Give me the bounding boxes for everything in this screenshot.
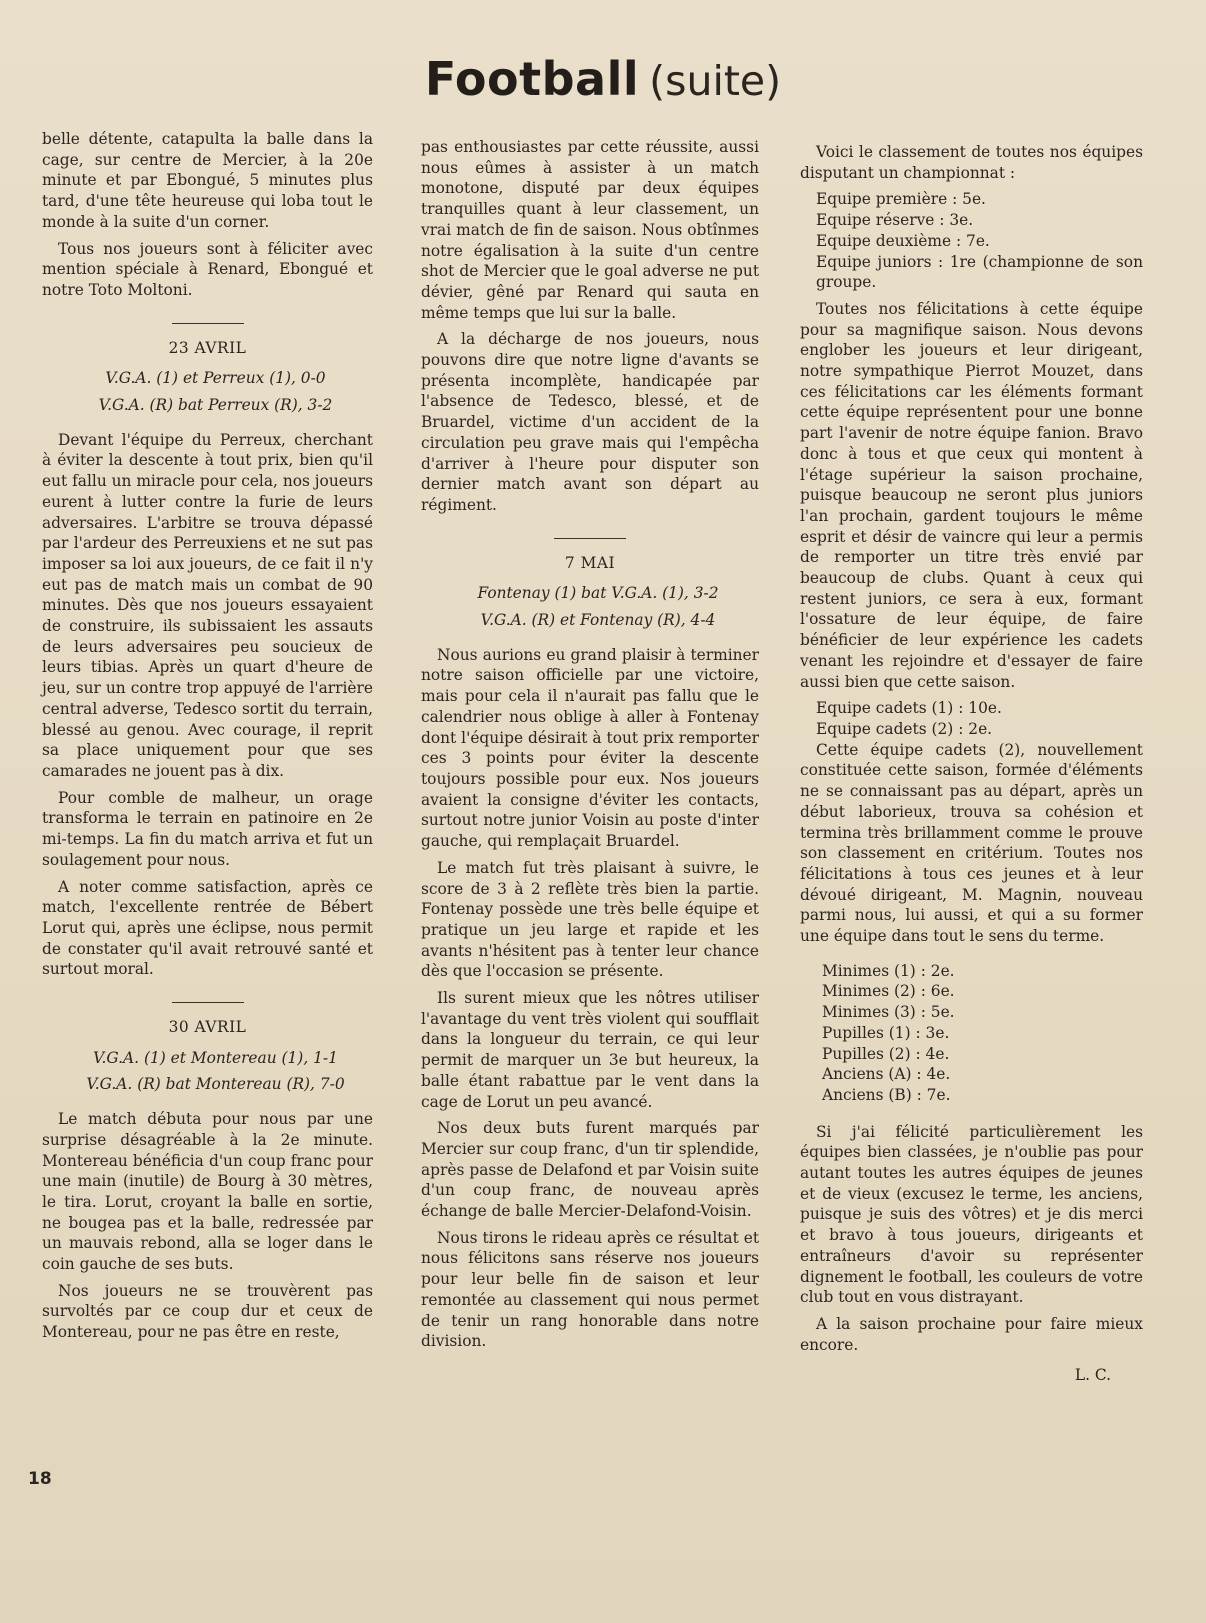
ranking-item: Equipe deuxième : 7e. [816, 231, 990, 250]
column-1 [42, 129, 373, 1349]
signature: L. C. [1074, 1366, 1111, 1385]
match-result: V.G.A. (R) bat Montereau (R), 7-0 [86, 1075, 345, 1094]
paragraph: Voici le classement de toutes nos équipes disputant un championnat : [800, 143, 1143, 182]
paragraph: belle détente, catapulta la balle dans la cage, sur centre de Mercier, à la 20e minute et par Ebongué, 5 minutes plus tard, d'une tête heureuse qui loba tout le monde à la suite d'un corner. [42, 130, 373, 231]
spacer [421, 637, 759, 645]
ranking-item: Equipe première : 5e. [816, 190, 986, 209]
paragraph: Nos deux buts furent marqués par Mercier sur coup franc, d'un tir splendide, après passe de Delafond et par Voisin suite d'un coup franc, de nouveau après échange de balle Mercier-Delafond-Voisin. [421, 1119, 759, 1221]
paragraph: Le match débuta pour nous par une surprise désagréable à la 2e minute. Montereau bénéficia d'un coup franc pour une main (inutile) de Bourg à 30 mètres, le tira. Lorut, croyant la balle en sortie, ne bougea pas et la balle, redressée par un mauvais rebond, alla se loger dans le coin gauche de ses buts. [42, 1110, 373, 1274]
paragraph: Ils surent mieux que les nôtres utiliser l'avantage du vent très violent qui soufflait dans la longueur du terrain, ce qui leur permit de marquer un 3e but heureux, la balle étant rabattue par le vent dans la cage de Lorut un peu avancé. [421, 989, 759, 1111]
ranking-item: Equipe juniors : 1re (championne de son groupe. [816, 252, 1143, 292]
paragraph: Cette équipe cadets (2), nouvellement constituée cette saison, formée d'éléments ne se connaissant pas au départ, après un début laborieux, trouva sa cohésion et termina très brillamment comme le prouve son classement en critérium. Toutes nos félicitations à tous ces jeunes et à leur dévoué dirigeant, M. Magnin, nouveau parmi nous, lui aussi, et qui a su former une équipe dans tout le sens du terme. [800, 740, 1143, 946]
column-3 [800, 142, 1143, 1386]
section-divider [554, 538, 626, 539]
paragraph: pas enthousiastes par cette réussite, aussi nous eûmes à assister à un match monotone, disputé par deux équipes tranquilles quant à leur classement, un vrai match de fin de saison. Nous obtînmes notre égalisation à la suite d'un centre shot de Mercier que le goal adverse ne put dévier, gêné par Renard qui sauta en même temps que lui sur la balle. [421, 138, 759, 322]
paragraph: A la décharge de nos joueurs, nous pouvons dire que notre ligne d'avants se présenta incomplète, handicapée par l'absence de Tedesco, blessé, et de Bruardel, victime d'un accident de la circulation peu grave mais qui l'empêcha d'arriver à l'heure pour disputer son dernier match avant son départ au régiment. [421, 330, 759, 514]
paragraph: Tous nos joueurs sont à féliciter avec mention spéciale à Renard, Ebongué et notre Toto Moltoni. [42, 239, 373, 299]
ranking-item: Anciens (A) : 4e. [822, 1065, 951, 1084]
match-date: 7 MAI [564, 553, 616, 572]
section-divider [172, 323, 244, 324]
title-suffix: (suite) [649, 57, 782, 105]
match-result: V.G.A. (R) et Fontenay (R), 4-4 [480, 611, 716, 630]
ranking-item: Minimes (1) : 2e. [822, 961, 955, 980]
paragraph: Pour comble de malheur, un orage transforma le terrain en patinoire en 2e mi-temps. La fin du match arriva et fut un soulagement pour nous. [42, 788, 373, 869]
ranking-item: Anciens (B) : 7e. [822, 1085, 951, 1104]
column-2 [421, 137, 759, 1358]
paragraph: Le match fut très plaisant à suivre, le score de 3 à 2 reflète très bien la partie. Fontenay possède une très belle équipe et pratique un jeu large et rapide et les avants n'hésitent pas à tenter leur chance dès que l'occasion se présente. [421, 858, 759, 981]
match-date: 30 AVRIL [168, 1018, 247, 1037]
paragraph: Devant l'équipe du Perreux, cherchant à éviter la descente à tout prix, bien qu'il eut fallu un miracle pour cela, nos joueurs eurent à lutter contre la furie de leurs adversaires. L'arbitre se trouva dépassé par l'ardeur des Perreuxiens et ne sut pas imposer sa loi aux joueurs, de ce fait il n'y eut pas de match mais un combat de 90 minutes. Dès que nos joueurs essayaient de construire, ils subissaient les assauts de leurs adversaires peu soucieux de leurs tibias. Après un quart d'heure de jeu, sur un contre trop appuyé de l'arrière central adverse, Tedesco sortit du terrain, blessé au genou. Avec courage, il reprit sa place uniquement pour que ses camarades ne jouent pas à dix. [42, 430, 374, 780]
paragraph: A la saison prochaine pour faire mieux encore. [800, 1314, 1143, 1354]
spacer [800, 1106, 1143, 1122]
ranking-item: Equipe cadets (2) : 2e. [816, 719, 993, 738]
paragraph: Nous tirons le rideau après ce résultat et nous félicitons sans réserve nos joueurs pour leur belle fin de saison et leur remontée au classement qui nous permet de tenir un rang honorable dans notre division. [421, 1228, 759, 1351]
page-title [0, 52, 1206, 106]
spacer [42, 1101, 373, 1109]
paragraph: Nos joueurs ne se trouvèrent pas survoltés par ce coup dur et ceux de Montereau, pour ne pas être en reste, [42, 1281, 373, 1342]
ranking-item: Equipe cadets (1) : 10e. [816, 699, 1002, 718]
match-result: V.G.A. (1) et Perreux (1), 0-0 [105, 369, 326, 388]
spacer [800, 953, 1143, 961]
match-result: Fontenay (1) bat V.G.A. (1), 3-2 [477, 584, 719, 603]
match-date: 23 AVRIL [168, 338, 247, 357]
ranking-item: Minimes (2) : 6e. [822, 982, 955, 1001]
ranking-item: Pupilles (1) : 3e. [822, 1023, 950, 1042]
match-result: V.G.A. (1) et Montereau (1), 1-1 [93, 1048, 338, 1067]
match-result: V.G.A. (R) bat Perreux (R), 3-2 [98, 396, 333, 415]
paragraph: Si j'ai félicité particulièrement les équipes bien classées, je n'oublie pas pour autant toutes les autres équipes de jeunes et de vieux (excusez le terme, les anciens, puisque je suis des vôtres) et je dis merci et bravo à tous joueurs, dirigeants et entraîneurs d'avoir su représenter dignement le football, les couleurs de votre club tout en vous distrayant. [800, 1122, 1143, 1307]
ranking-item: Minimes (3) : 5e. [822, 1003, 955, 1022]
paragraph: Toutes nos félicitations à cette équipe pour sa magnifique saison. Nous devons englober les joueurs et leur dirigeant, notre sympathique Pierrot Mouzet, dans ces félicitations car les éléments formant cette équipe représentent pour une bonne part l'avenir de notre équipe fanion. Bravo donc à tous et que ceux qui montent à l'étage supérieur la saison prochaine, puisque beaucoup ne seront plus juniors l'an prochain, gardent toujours le même esprit et désir de vaincre qui leur a permis de remporter un titre très envié par beaucoup de clubs. Quant à ceux qui restent juniors, ce sera à eux, formant l'ossature de leur équipe, de faire bénéficier de leur expérience les cadets venant les rejoindre et d'essayer de faire aussi bien que cette saison. [800, 299, 1143, 691]
paragraph: Nous aurions eu grand plaisir à terminer notre saison officielle par une victoire, mais pour cela il n'aurait pas fallu que le calendrier nous oblige à aller à Fontenay dont l'équipe désirait à tout prix remporter ces 3 points pour éviter la descente toujours possible pour eux. Nos joueurs avaient la consigne d'éviter les contacts, surtout notre junior Voisin au poste d'inter gauche, qui remplaçait Bruardel. [421, 645, 759, 851]
spacer [42, 422, 373, 430]
paragraph: A noter comme satisfaction, après ce match, l'excellente rentrée de Bébert Lorut qui, après une éclipse, nous permit de constater qu'il avait retrouvé santé et surtout moral. [42, 877, 373, 979]
ranking-item: Equipe réserve : 3e. [816, 211, 974, 230]
page-number: 18 [28, 1469, 52, 1489]
section-divider [172, 1002, 244, 1003]
ranking-item: Pupilles (2) : 4e. [822, 1044, 950, 1063]
title-main: Football [424, 52, 640, 106]
